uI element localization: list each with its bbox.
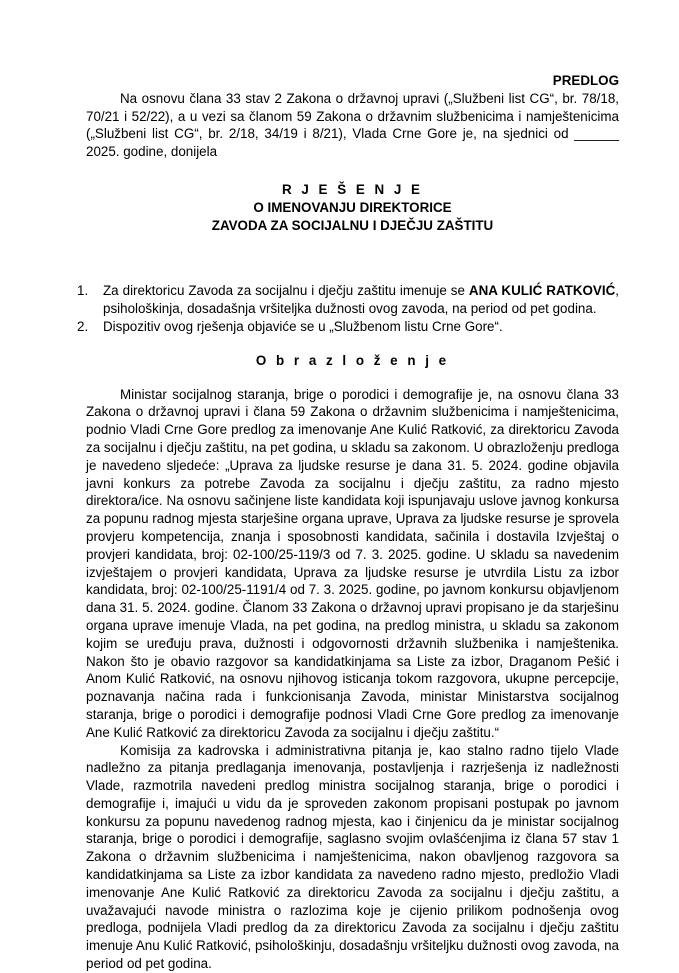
obrazlozenje-paragraph-1: Ministar socijalnog staranja, brige o porodici i demografije je, na osnovu člana 33 Zakona o državnoj upravi i člana 59 Zakona o državnim službenicima i namještenicima, podnio Vladi Crne Gore predlog za imenovanje Ane Kulić Ratković, za direktoricu Zavoda za socijalnu i dječju zaštitu, na pet godina, u skladu sa zakonom. U obrazloženju predloga je navedeno sljedeće: „Uprava za ljudske resurse je dana 31. 5. 2024. godine objavila javni konkurs za potrebe Zavoda za socijalnu i dječju zaštitu, za radno mjesto direktora/ice. Na osnovu sačinjene liste kandidata koji ispunjavaju uslove javnog konkursa za popunu radnog mjesta starješine organa uprave, Uprava za ljudske resurse je sprovela provjeru kompetencija, znanja i sposobnosti kandidata, sačinila i dostavila Izvještaj o provjeri kandidata, broj: 02-100/25-119/3 od 7. 3. 2025. godine. U skladu sa navedenim izvještajem o provjeri kandidata, Uprava za ljudske resurse je utvrdila Listu za izbor kandidata, broj: 02-100/25-1191/4 od 7. 3. 2025. godine, po javnom konkursu objavljenom dana 31. 5. 2024. godine. Članom 33 Zakona o državnoj upravi propisano je da starješinu organa uprave imenuje Vlada, na pet godina, na predlog ministra, u skladu sa zakonom kojim se uređuju prava, dužnosti i odgovornosti državnih službenika i namještenika. Nakon što je obavio razgovor sa kandidatkinjama sa Liste za izbor, Draganom Pešić i Anom Kulić Ratković, na osnovu njihovog isticanja tokom razgovora, ukupne percepcije, poznavanja načina rada i funkcionisanja Zavoda, ministar Ministarstva socijalnog staranja, brige o porodici i demografije podnosi Vladi Crne Gore predlog za imenovanje Ane Kulić Ratković za direktoricu Zavoda za socijalnu i dječju zaštitu.“ — [86, 386, 619, 740]
obrazlozenje-title: O b r a z l o ž e n j e — [255, 352, 450, 368]
decision-item-2 — [77, 318, 619, 336]
item-text-after: , psihološkinja, dosadašnja vršiteljka dužnosti ovog zavoda, na period od pet godina. — [103, 283, 619, 317]
decision-items — [77, 282, 619, 335]
obrazlozenje-paragraph-2: Komisija za kadrovska i administrativna pitanja je, kao stalno radno tijelo Vlade nadležno za pitanja predlaganja imenovanja, postavljenja i razrješenja iz nadležnosti Vlade, razmotrila navedeni predlog ministra socijalnog staranja, brige o porodici i demografije i, imajući u vidu da je sproveden zakonom propisani postupak po javnom konkursu za popunu navedenog radnog mjesta, kao i činjenicu da je ministar socijalnog staranja, brige o porodici i demografije, saglasno svojim ovlašćenjima iz člana 57 stav 1 Zakona o državnim službenicima i namještenicima, nakon obavljenog razgovora sa kandidatkinjama sa Liste za izbor kandidata za navedeno radno mjesto, predložio Vladi imenovanje Ane Kulić Ratković za direktoricu Zavoda za socijalnu i dječju zaštitu, a uvažavajući navode ministra o razlozima koje je cijenio prilikom podnošenja ovog predloga, podnijela Vladi predlog da za direktoricu Zavoda za socijalnu i dječju zaštitu imenuje Anu Kulić Ratković, psihološkinju, dosadašnju vršiteljku dužnosti ovog zavoda, na period od pet godina. — [86, 742, 619, 972]
appointee-name: ANA KULIĆ RATKOVIĆ — [468, 283, 616, 299]
item-text-before: Za direktoricu Zavoda za socijalnu i dječju zaštitu imenuje se — [103, 283, 469, 299]
predlog-label: PREDLOG — [552, 73, 619, 88]
document-title — [86, 181, 619, 234]
title-resenje: R J E Š E N J E — [281, 181, 423, 197]
decision-item-1 — [77, 282, 619, 318]
title-subject: O IMENOVANJU DIREKTORICE — [253, 199, 452, 215]
item-text: Dispozitiv ovog rješenja objaviće se u „Službenom listu Crne Gore“. — [103, 318, 503, 334]
item-number: 1. — [77, 283, 89, 299]
intro-paragraph: Na osnovu člana 33 stav 2 Zakona o državnoj upravi („Službeni list CG“, br. 78/18, 70/21 i 52/22), a u vezi sa članom 59 Zakona o državnim službenicima i namještenicima („Službeni list CG“, br. 2/18, 34/19 i 8/21), Vlada Crne Gore je, na sjednici od ______ 2025. godine, donijela — [86, 90, 619, 160]
title-institution: ZAVODA ZA SOCIJALNU I DJEČJU ZAŠTITU — [211, 217, 494, 233]
item-number: 2. — [77, 318, 89, 334]
